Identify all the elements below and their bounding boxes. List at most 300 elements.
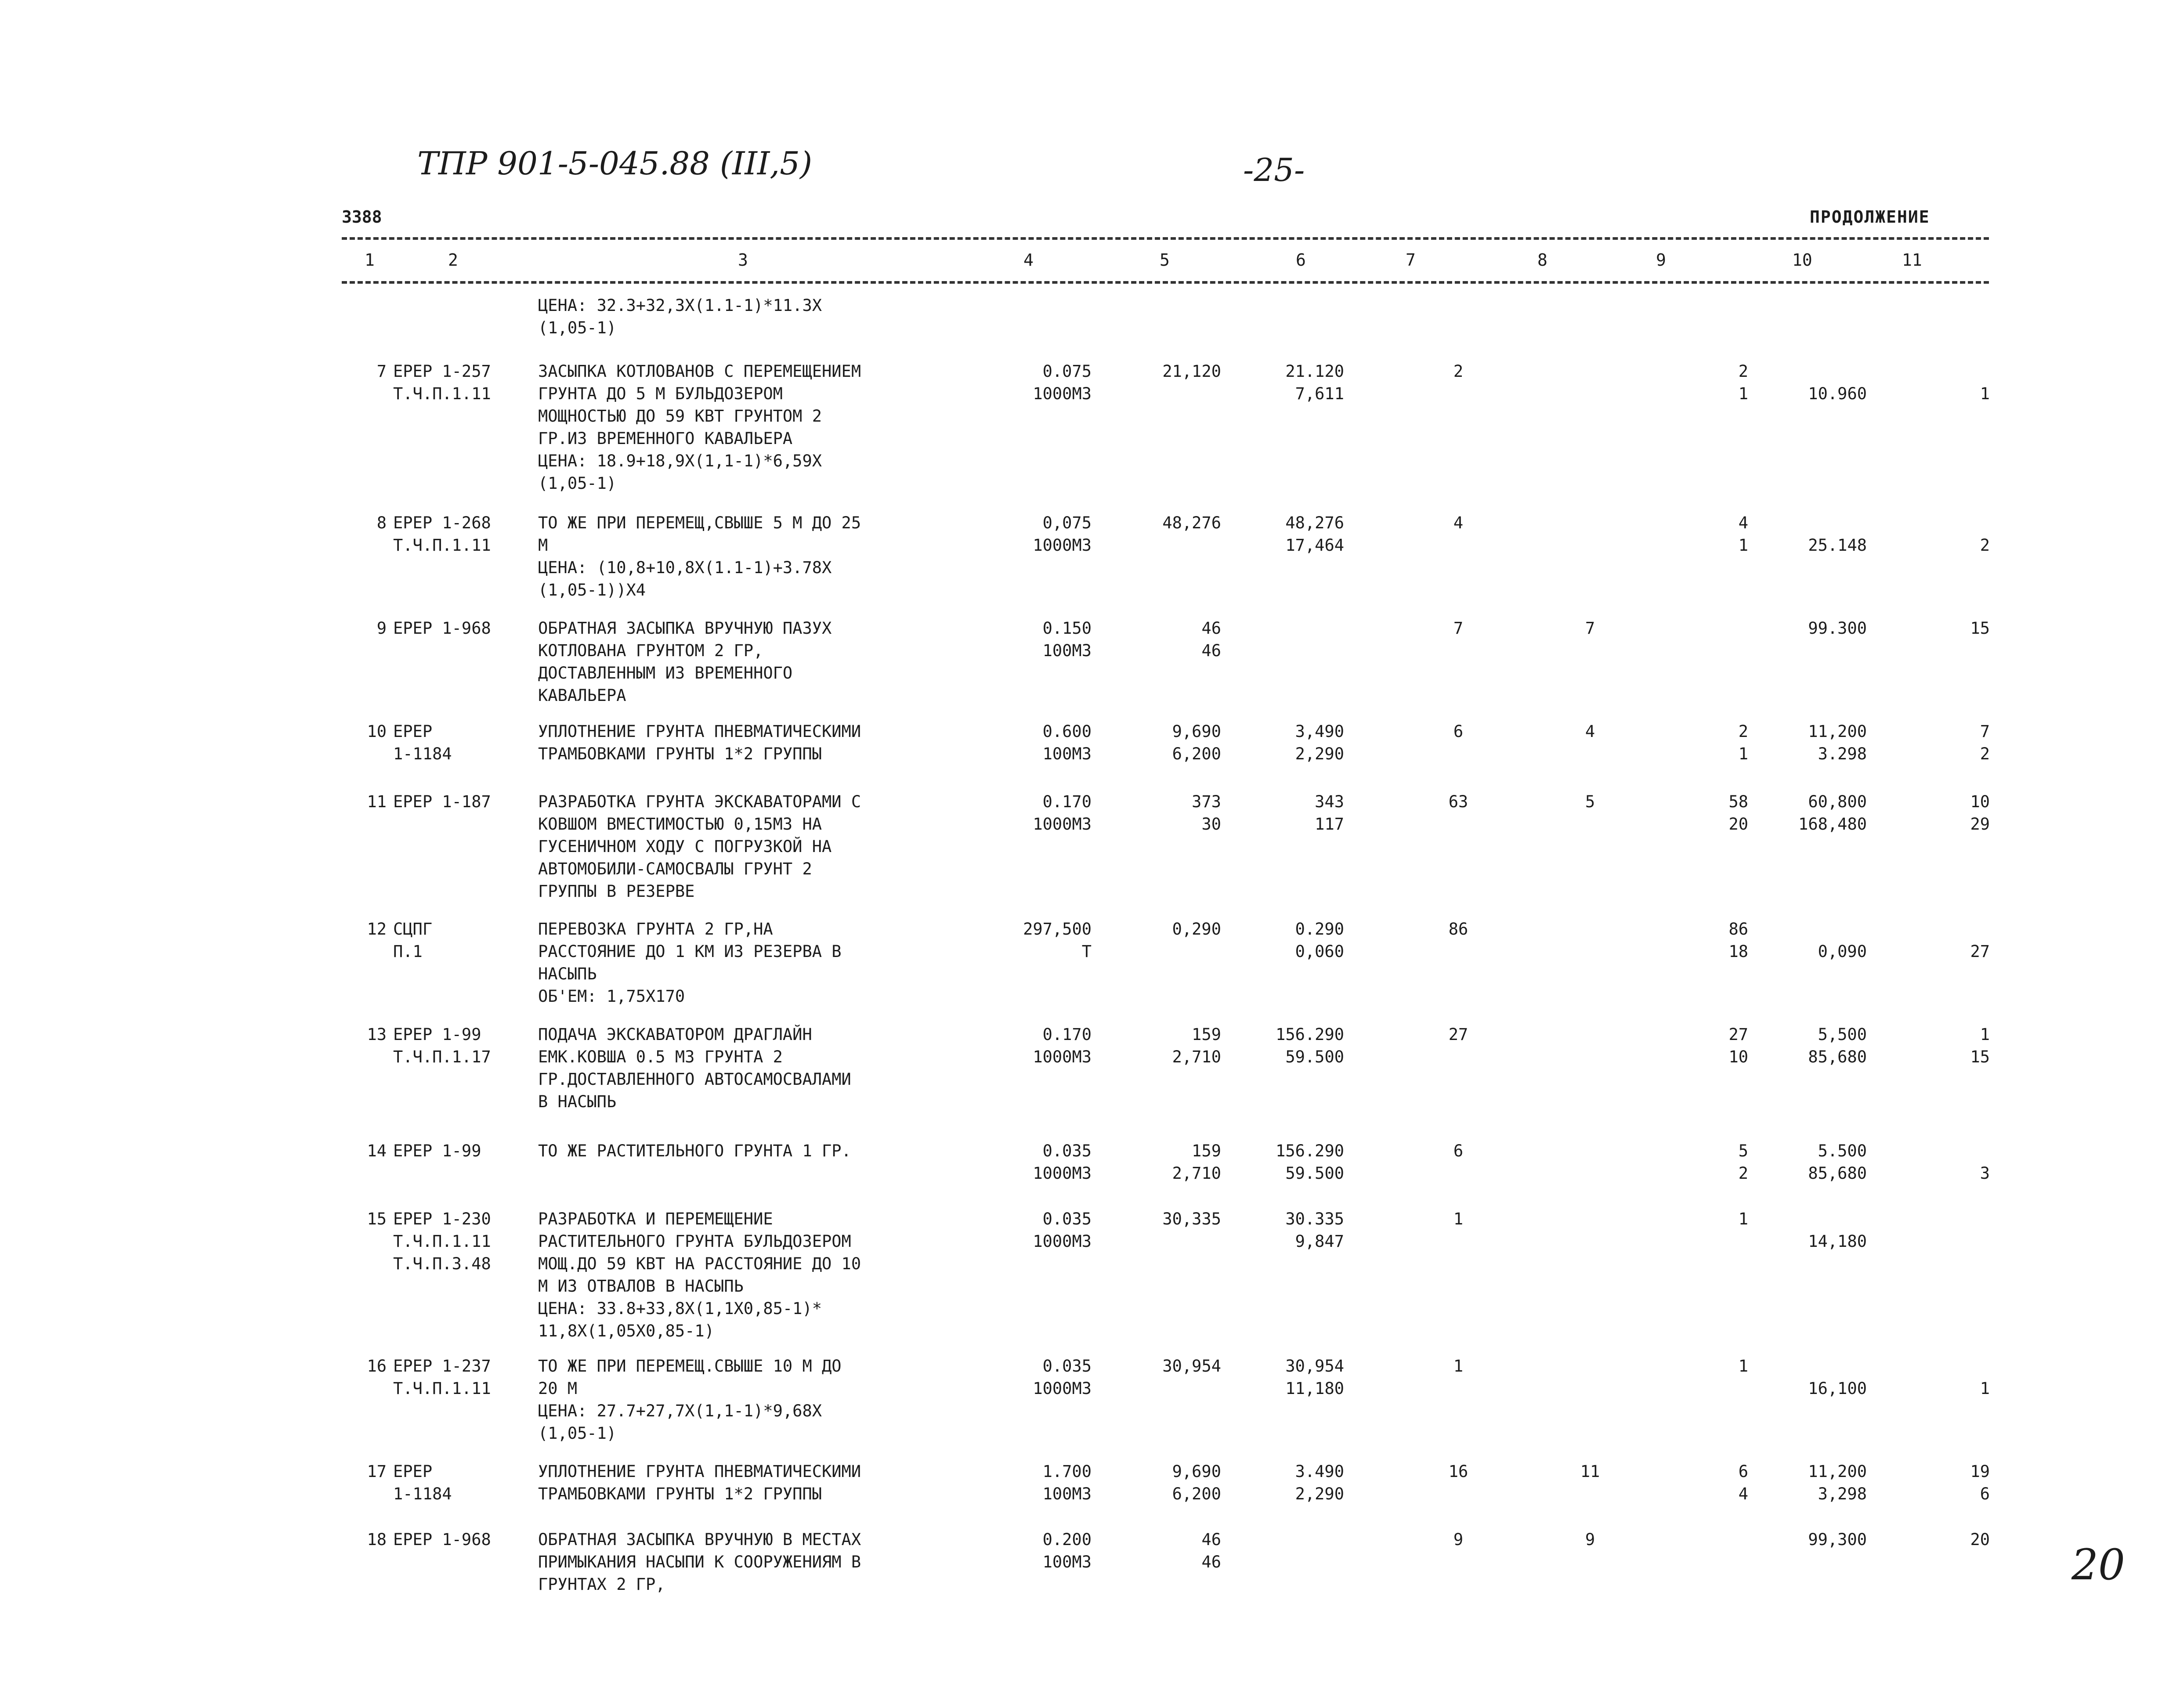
unit-quantity-line: 1000М3 [1033,1164,1092,1183]
column-header-11: 11 [1902,250,1922,270]
col-9-value-line: 1 [1738,1210,1748,1228]
col-10-value-line [1757,1355,1867,1377]
unit-quantity-line: 1000М3 [1033,815,1092,834]
norm-code-line: ЕРЕР 1-99 [393,1025,481,1044]
col-10-value-line: 11,200 [1808,722,1867,741]
col-9-value [1713,1355,1748,1377]
unit-cost-line: 21,120 [1162,362,1221,381]
col-10-value [1757,360,1867,405]
norm-code [393,1528,525,1551]
norm-code-line: 1-1184 [393,1484,452,1503]
col-10-value-line: 5.500 [1818,1141,1867,1160]
row-number [338,1140,387,1162]
unit-quantity [995,1528,1092,1573]
col-11-value-line: 3 [1980,1164,1990,1183]
unit-cost-line: 159 [1192,1141,1221,1160]
col-7-value-line: 16 [1448,1462,1468,1481]
unit-quantity-line: 100М3 [1042,1553,1092,1571]
cost-breakdown-line: 3.490 [1295,1462,1344,1481]
column-header-1: 1 [365,250,375,270]
col-11-value-line [1906,918,1990,940]
unit-quantity-line: 0.035 [1042,1210,1092,1228]
col-10-value-line [1757,1208,1867,1230]
col-10-value [1757,1355,1867,1400]
col-9-value-line: 27 [1728,1025,1748,1044]
work-description-line: ЦЕНА: 18.9+18,9X(1,1-1)*6,59X [538,451,822,470]
unit-quantity-line: 1000М3 [1033,384,1092,403]
cost-breakdown-line: 7,611 [1295,384,1344,403]
cost-breakdown-line: 17,464 [1285,536,1344,555]
cost-breakdown-line: 0,060 [1295,942,1344,961]
unit-quantity-line: 0.150 [1042,619,1092,638]
work-description-line: ЦЕНА: 32.3+32,3X(1.1-1)*11.3X [538,296,822,315]
norm-code [393,1023,525,1068]
col-11-value [1906,1460,1990,1505]
cost-breakdown-line: 2,290 [1295,744,1344,763]
work-description-line: (1,05-1))X4 [538,581,646,599]
unit-quantity-line: 1000М3 [1033,1232,1092,1251]
cost-breakdown-line: 59.500 [1285,1047,1344,1066]
col-10-value-line: 99,300 [1808,1530,1867,1549]
work-description [538,360,977,495]
work-description-line: НАСЫПЬ [538,964,597,983]
norm-code-line: Т.Ч.П.3.48 [393,1254,491,1273]
col-7-value [1432,1208,1485,1230]
work-description-line: РАЗРАБОТКА ГРУНТА ЭКСКАВАТОРАМИ С [538,792,861,811]
col-7-value-line: 6 [1453,1141,1464,1160]
col-11-value-line: 15 [1970,619,1990,638]
norm-code [393,1208,525,1275]
cost-breakdown-line: 11,180 [1285,1379,1344,1398]
norm-code-line: 1-1184 [393,744,452,763]
col-11-value [1906,360,1990,405]
col-11-value-line: 2 [1980,744,1990,763]
work-description-line: ЕМК.КОВША 0.5 М3 ГРУНТА 2 [538,1047,783,1066]
unit-quantity-line: 1000М3 [1033,536,1092,555]
unit-cost [1103,1460,1221,1505]
col-10-value-line: 11,200 [1808,1462,1867,1481]
unit-quantity [995,1355,1092,1400]
col-9-value [1713,1140,1748,1184]
work-description-line: ЦЕНА: 27.7+27,7X(1,1-1)*9,68X [538,1401,822,1420]
work-description-line: (1,05-1) [538,1424,617,1443]
work-description [538,1355,977,1444]
col-10-value-line: 85,680 [1808,1164,1867,1183]
col-9-value-line: 5 [1738,1141,1748,1160]
col-10-value [1757,1528,1867,1551]
col-7-value [1432,791,1485,813]
col-10-value-line: 3.298 [1818,744,1867,763]
norm-code [393,720,525,765]
col-9-value-line: 6 [1738,1462,1748,1481]
norm-code [393,360,525,405]
col-10-value [1757,720,1867,765]
col-9-value [1713,1460,1748,1505]
cost-breakdown-line: 0.290 [1295,920,1344,939]
col-11-value [1906,1528,1990,1551]
norm-code [393,791,525,813]
col-11-value-line: 6 [1980,1484,1990,1503]
work-description-line: ЗАСЫПКА КОТЛОВАНОВ С ПЕРЕМЕЩЕНИЕМ [538,362,861,381]
column-header-6: 6 [1296,250,1306,270]
document-code: 3388 [342,207,382,227]
unit-cost-line: 46 [1201,619,1221,638]
row-number [338,1460,387,1483]
unit-quantity-line: 0.075 [1042,362,1092,381]
col-7-value-line: 86 [1448,920,1468,939]
norm-code-line: ЕРЕР 1-99 [393,1141,481,1160]
col-10-value [1757,791,1867,835]
header-top-rule [342,237,1989,240]
row-number [338,1023,387,1046]
column-header-4: 4 [1023,250,1034,270]
col-9-value [1713,1023,1748,1068]
norm-code [393,617,525,639]
col-7-value-line: 7 [1453,619,1464,638]
col-9-value-line: 18 [1728,942,1748,961]
col-11-value-line: 27 [1970,942,1990,961]
col-8-value [1564,720,1616,743]
col-10-value-line: 99.300 [1808,619,1867,638]
col-11-value [1906,918,1990,963]
work-description-line: 20 М [538,1379,578,1398]
unit-cost-line: 6,200 [1172,744,1221,763]
cost-breakdown-line: 156.290 [1276,1025,1344,1044]
unit-quantity-line: 100М3 [1042,641,1092,660]
col-10-value-line: 14,180 [1808,1232,1867,1251]
unit-cost-line: 159 [1192,1025,1221,1044]
cost-breakdown-line: 9,847 [1295,1232,1344,1251]
work-description-line: (1,05-1) [538,474,617,493]
work-description-line: АВТОМОБИЛИ-САМОСВАЛЫ ГРУНТ 2 [538,859,812,878]
norm-code-line: Т.Ч.П.1.11 [393,1232,491,1251]
unit-cost-line: 48,276 [1162,513,1221,532]
col-10-value-line: 5,500 [1818,1025,1867,1044]
unit-quantity-line: 0,075 [1042,513,1092,532]
norm-code-line: П.1 [393,942,423,961]
col-7-value-line: 27 [1448,1025,1468,1044]
col-7-value [1432,1023,1485,1046]
col-10-value-line [1757,360,1867,383]
col-7-value-line: 9 [1453,1530,1464,1549]
work-description-line: РАСТИТЕЛЬНОГО ГРУНТА БУЛЬДОЗЕРОМ [538,1232,851,1251]
unit-cost [1103,1023,1221,1068]
work-description-line: М [538,536,548,555]
col-9-value-line: 4 [1738,513,1748,532]
unit-cost-line: 9,690 [1172,722,1221,741]
unit-quantity-line: 1000М3 [1033,1047,1092,1066]
col-11-value [1906,791,1990,835]
column-header-5: 5 [1160,250,1170,270]
unit-cost [1103,617,1221,662]
col-11-value-line: 29 [1970,815,1990,834]
col-7-value [1432,720,1485,743]
unit-cost [1103,1140,1221,1184]
col-11-value-line: 19 [1970,1462,1990,1481]
row-number-line: 8 [376,513,387,532]
sheet-number: 20 [2071,1540,2125,1589]
unit-cost [1103,360,1221,383]
cost-breakdown-line: 117 [1315,815,1344,834]
unit-cost [1103,918,1221,940]
unit-cost-line: 30,954 [1162,1357,1221,1376]
col-10-value-line [1757,918,1867,940]
row-number-line: 10 [367,722,387,741]
row-number [338,1528,387,1551]
unit-cost-line: 373 [1192,792,1221,811]
work-description-line: УПЛОТНЕНИЕ ГРУНТА ПНЕВМАТИЧЕСКИМИ [538,1462,861,1481]
norm-code-line: ЕРЕР 1-187 [393,792,491,811]
unit-cost [1103,512,1221,534]
col-11-value-line: 1 [1980,384,1990,403]
work-description-line: ПОДАЧА ЭКСКАВАТОРОМ ДРАГЛАЙН [538,1025,812,1044]
work-description-line: КОВШОМ ВМЕСТИМОСТЬЮ 0,15М3 НА [538,815,822,834]
work-description-line: РАЗРАБОТКА И ПЕРЕМЕЩЕНИЕ [538,1210,773,1228]
col-9-value [1713,918,1748,963]
work-description-line: ГРУППЫ В РЕЗЕРВЕ [538,882,695,901]
col-10-value-line: 60,800 [1808,792,1867,811]
col-7-value [1432,617,1485,639]
norm-code-line: ЕРЕР [393,722,433,741]
col-10-value [1757,512,1867,556]
cost-breakdown [1230,512,1344,556]
norm-code-line: Т.Ч.П.1.11 [393,1379,491,1398]
cost-breakdown-line: 3,490 [1295,722,1344,741]
unit-quantity [995,918,1092,963]
col-9-value-line: 20 [1728,815,1748,834]
unit-quantity-line: 297,500 [1023,920,1092,939]
unit-cost [1103,791,1221,835]
col-7-value-line: 4 [1453,513,1464,532]
cost-breakdown [1230,1140,1344,1184]
unit-quantity-line: 1000М3 [1033,1379,1092,1398]
work-description [538,791,977,903]
col-7-value-line: 6 [1453,722,1464,741]
row-number-line: 15 [367,1210,387,1228]
work-description [538,1140,977,1162]
col-7-value [1432,360,1485,383]
col-8-value-line: 11 [1580,1462,1600,1481]
row-number-line: 13 [367,1025,387,1044]
col-7-value [1432,1528,1485,1551]
work-description-line: МОЩ.ДО 59 КВТ НА РАССТОЯНИЕ ДО 10 [538,1254,861,1273]
row-number [338,360,387,383]
work-description [538,918,977,1007]
col-11-value [1906,720,1990,765]
row-number [338,294,387,317]
work-description [538,512,977,601]
norm-code [393,1460,525,1505]
cost-breakdown-line: 21.120 [1285,362,1344,381]
cost-breakdown [1230,1208,1344,1253]
norm-code-line: ЕРЕР 1-237 [393,1357,491,1376]
col-11-value-line: 1 [1980,1025,1990,1044]
unit-quantity-line: Т [1081,942,1092,961]
norm-code [393,1355,525,1400]
col-10-value-line: 16,100 [1808,1379,1867,1398]
col-8-value [1564,1460,1616,1483]
work-description [538,1023,977,1113]
cost-breakdown [1230,1460,1344,1505]
unit-quantity-line: 0.600 [1042,722,1092,741]
col-10-value [1757,617,1867,639]
col-9-value-line: 1 [1738,384,1748,403]
col-11-value-line [1906,360,1990,383]
norm-code [393,1140,525,1162]
work-description-line: ГР.ДОСТАВЛЕННОГО АВТОСАМОСВАЛАМИ [538,1070,851,1089]
col-9-value [1713,1208,1748,1230]
col-10-value-line: 25.148 [1808,536,1867,555]
row-number-line: 12 [367,920,387,939]
unit-quantity [995,360,1092,405]
row-number [338,791,387,813]
work-description-line: ДОСТАВЛЕННЫМ ИЗ ВРЕМЕННОГО [538,664,793,682]
continuation-label: ПРОДОЛЖЕНИЕ [1810,207,1930,227]
row-number [338,1208,387,1230]
row-number [338,512,387,534]
unit-quantity [995,1140,1092,1184]
column-header-8: 8 [1537,250,1547,270]
col-9-value-line: 1 [1738,536,1748,555]
col-11-value [1906,1355,1990,1400]
column-header-9: 9 [1656,250,1666,270]
work-description-line: МОЩНОСТЬЮ ДО 59 КВТ ГРУНТОМ 2 [538,407,822,426]
page-number: -25- [1243,152,1305,188]
col-11-value [1906,1023,1990,1068]
work-description-line: ЦЕНА: 33.8+33,8X(1,1X0,85-1)* [538,1299,822,1318]
cost-breakdown [1230,918,1344,963]
col-9-value-line: 2 [1738,722,1748,741]
col-9-value-line: 86 [1728,920,1748,939]
row-number [338,1355,387,1377]
row-number-line: 18 [367,1530,387,1549]
unit-quantity-line: 0.035 [1042,1357,1092,1376]
col-7-value-line: 1 [1453,1357,1464,1376]
unit-quantity-line: 100М3 [1042,744,1092,763]
col-8-value-line: 4 [1585,722,1595,741]
unit-cost [1103,720,1221,765]
col-9-value-line: 1 [1738,1357,1748,1376]
work-description [538,1208,977,1342]
work-description-line: В НАСЫПЬ [538,1092,617,1111]
work-description [538,294,977,339]
cost-breakdown [1230,1355,1344,1400]
unit-quantity-line: 0.170 [1042,1025,1092,1044]
unit-cost-line: 30,335 [1162,1210,1221,1228]
norm-code [393,918,525,963]
unit-quantity-line: 0.035 [1042,1141,1092,1160]
col-11-value-line [1906,1355,1990,1377]
col-9-value [1713,512,1748,556]
unit-quantity-line: 0.170 [1042,792,1092,811]
row-number [338,918,387,940]
unit-cost-line: 0,290 [1172,920,1221,939]
unit-cost [1103,1355,1221,1377]
col-10-value-line [1757,512,1867,534]
work-description-line: ОБРАТНАЯ ЗАСЫПКА ВРУЧНУЮ В МЕСТАХ [538,1530,861,1549]
row-number-line: 9 [376,619,387,638]
cost-breakdown [1230,1023,1344,1068]
unit-cost-line: 46 [1201,1530,1221,1549]
work-description [538,1460,977,1505]
col-11-value-line: 10 [1970,792,1990,811]
col-10-value-line: 3,298 [1818,1484,1867,1503]
unit-cost-line: 46 [1201,641,1221,660]
col-7-value [1432,1460,1485,1483]
col-9-value-line: 10 [1728,1047,1748,1066]
unit-cost-line: 6,200 [1172,1484,1221,1503]
col-11-value-line [1906,512,1990,534]
norm-code-line: ЕРЕР [393,1462,433,1481]
col-11-value-line [1906,1140,1990,1162]
col-7-value-line: 1 [1453,1210,1464,1228]
unit-quantity-line: 100М3 [1042,1484,1092,1503]
work-description [538,1528,977,1596]
col-11-value [1906,512,1990,556]
cost-breakdown-line: 156.290 [1276,1141,1344,1160]
header-bottom-rule [342,281,1989,284]
work-description-line: ТО ЖЕ ПРИ ПЕРЕМЕЩ,СВЫШЕ 5 М ДО 25 [538,513,861,532]
col-11-value [1906,617,1990,639]
col-10-value-line: 0,090 [1818,942,1867,961]
cost-breakdown-line: 30.335 [1285,1210,1344,1228]
col-8-value-line: 7 [1585,619,1595,638]
unit-cost-line: 2,710 [1172,1164,1221,1183]
col-10-value [1757,918,1867,963]
norm-code-line: ЕРЕР 1-968 [393,619,491,638]
col-9-value [1713,791,1748,835]
norm-code-line: ЕРЕР 1-268 [393,513,491,532]
col-10-value [1757,1140,1867,1184]
row-number-line: 16 [367,1357,387,1376]
col-9-value-line: 58 [1728,792,1748,811]
work-description-line: ТРАМБОВКАМИ ГРУНТЫ 1*2 ГРУППЫ [538,744,822,763]
work-description-line: М ИЗ ОТВАЛОВ В НАСЫПЬ [538,1277,744,1296]
work-description-line: КОТЛОВАНА ГРУНТОМ 2 ГР, [538,641,763,660]
work-description-line: УПЛОТНЕНИЕ ГРУНТА ПНЕВМАТИЧЕСКИМИ [538,722,861,741]
work-description-line: (1,05-1) [538,318,617,337]
unit-quantity [995,720,1092,765]
work-description-line: ГУСЕНИЧНОМ ХОДУ С ПОГРУЗКОЙ НА [538,837,832,856]
norm-code-line: СЦПГ [393,920,433,939]
col-9-value [1713,360,1748,405]
unit-cost-line: 46 [1201,1553,1221,1571]
col-8-value-line: 9 [1585,1530,1595,1549]
col-8-value [1564,617,1616,639]
work-description-line: ЦЕНА: (10,8+10,8X(1.1-1)+3.78X [538,558,832,577]
row-number-line: 14 [367,1141,387,1160]
col-10-value-line: 168,480 [1798,815,1867,834]
cost-breakdown-line: 343 [1315,792,1344,811]
work-description-line: ПРИМЫКАНИЯ НАСЫПИ К СООРУЖЕНИЯМ В [538,1553,861,1571]
cost-breakdown-line: 59.500 [1285,1164,1344,1183]
unit-quantity [995,1023,1092,1068]
work-description-line: ТРАМБОВКАМИ ГРУНТЫ 1*2 ГРУППЫ [538,1484,822,1503]
col-10-value [1757,1023,1867,1068]
work-description-line: ПЕРЕВОЗКА ГРУНТА 2 ГР,НА [538,920,773,939]
unit-quantity-line: 0.200 [1042,1530,1092,1549]
col-9-value-line: 2 [1738,1164,1748,1183]
column-header-3: 3 [738,250,748,270]
col-7-value-line: 63 [1448,792,1468,811]
cost-breakdown-line: 48,276 [1285,513,1344,532]
unit-cost [1103,1528,1221,1573]
col-9-value-line: 4 [1738,1484,1748,1503]
unit-quantity [995,1208,1092,1253]
col-7-value [1432,918,1485,940]
col-11-value-line: 1 [1980,1379,1990,1398]
norm-code-line: ЕРЕР 1-230 [393,1210,491,1228]
